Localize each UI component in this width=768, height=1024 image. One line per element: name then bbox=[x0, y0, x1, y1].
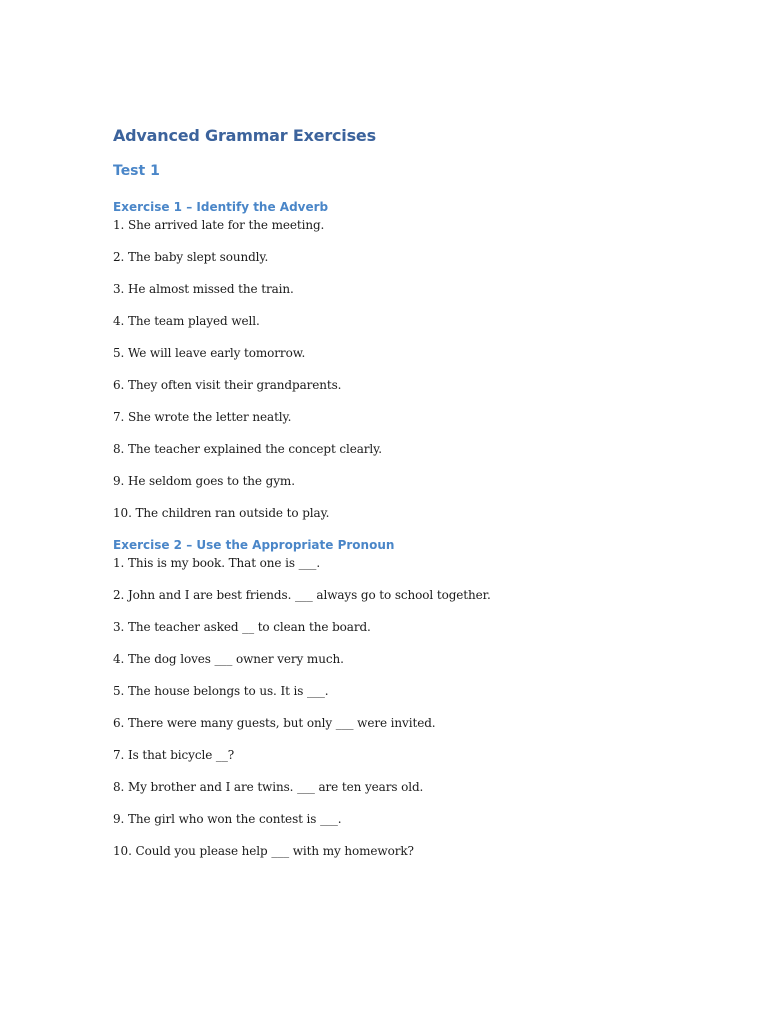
exercise-section-2 bbox=[113, 536, 673, 866]
exercise-item: 1. This is my book. That one is ___. bbox=[113, 556, 321, 570]
exercise-item: 10. Could you please help ___ with my homework? bbox=[113, 844, 414, 858]
exercise-heading: Exercise 1 – Identify the Adverb bbox=[113, 200, 329, 214]
exercise-item: 6. There were many guests, but only ___ were invited. bbox=[113, 716, 436, 730]
exercise-item-list bbox=[113, 554, 673, 866]
exercise-item: 9. He seldom goes to the gym. bbox=[113, 474, 295, 488]
exercise-item: 7. She wrote the letter neatly. bbox=[113, 410, 292, 424]
exercise-section-1 bbox=[113, 198, 673, 528]
document-body bbox=[113, 124, 673, 866]
exercise-item: 5. We will leave early tomorrow. bbox=[113, 346, 306, 360]
exercise-item: 2. The baby slept soundly. bbox=[113, 250, 269, 264]
exercise-item: 1. She arrived late for the meeting. bbox=[113, 218, 325, 232]
exercise-item: 4. The dog loves ___ owner very much. bbox=[113, 652, 344, 666]
exercise-item: 6. They often visit their grandparents. bbox=[113, 378, 342, 392]
exercise-item: 3. The teacher asked __ to clean the board. bbox=[113, 620, 371, 634]
exercise-item: 4. The team played well. bbox=[113, 314, 260, 328]
exercise-item: 7. Is that bicycle __? bbox=[113, 748, 235, 762]
exercise-item: 5. The house belongs to us. It is ___. bbox=[113, 684, 329, 698]
document-title: Advanced Grammar Exercises bbox=[113, 126, 376, 145]
exercise-item: 10. The children ran outside to play. bbox=[113, 506, 330, 520]
exercise-heading: Exercise 2 – Use the Appropriate Pronoun bbox=[113, 538, 395, 552]
exercise-item: 9. The girl who won the contest is ___. bbox=[113, 812, 342, 826]
exercise-item: 8. My brother and I are twins. ___ are ten years old. bbox=[113, 780, 424, 794]
exercise-item: 8. The teacher explained the concept clearly. bbox=[113, 442, 382, 456]
exercise-item: 2. John and I are best friends. ___ always go to school together. bbox=[113, 588, 491, 602]
exercise-item: 3. He almost missed the train. bbox=[113, 282, 294, 296]
exercise-item-list bbox=[113, 216, 673, 528]
document-subtitle: Test 1 bbox=[113, 163, 160, 179]
